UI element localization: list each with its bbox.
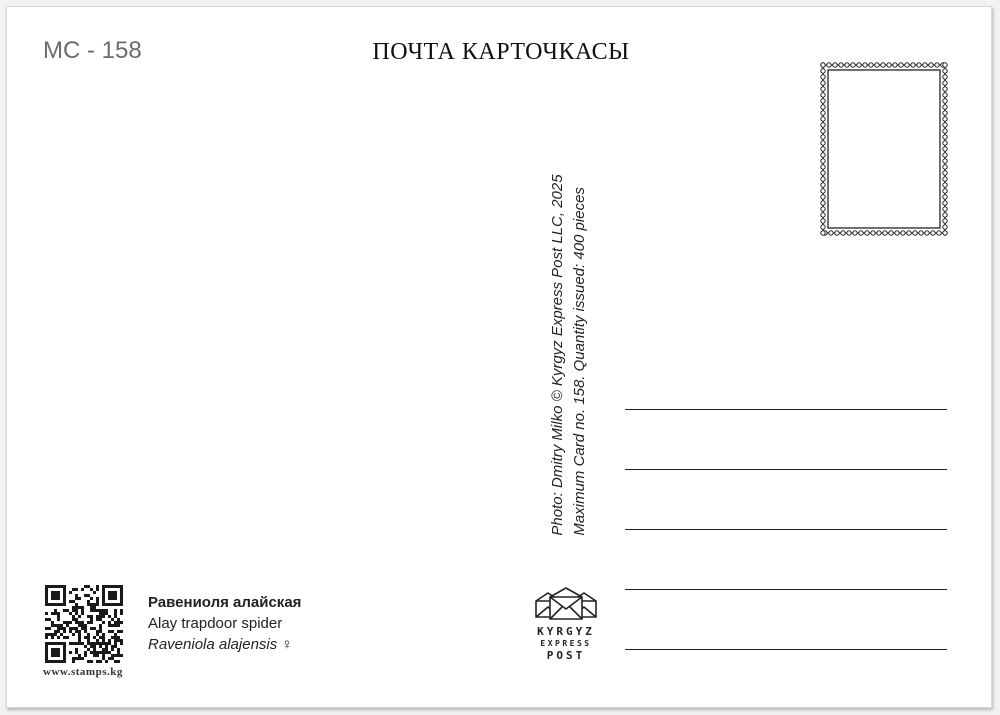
species-name-latin: Raveniola alajensis xyxy=(148,636,278,653)
address-line xyxy=(625,589,947,590)
address-line xyxy=(625,529,947,530)
issue-info: Maximum Card no. 158. Quantity issued: 400 pieces xyxy=(571,186,588,536)
card-code: MC - 158 xyxy=(43,37,142,64)
page-title: ПОЧТА КАРТОЧКАСЫ xyxy=(372,39,630,65)
photo-credit: Photo: Dmitry Milko © Kyrgyz Express Post LLC, 2025 xyxy=(549,173,566,536)
address-line xyxy=(625,469,947,470)
species-name-ru: Равениоля алайская xyxy=(148,594,302,611)
address-line xyxy=(625,409,947,410)
species-name-en: Alay trapdoor spider xyxy=(148,615,283,632)
credits-block xyxy=(544,152,594,557)
envelope-logo-icon xyxy=(532,587,600,621)
logo-line-2: EXPRESS xyxy=(540,639,592,648)
female-symbol-icon: ♀ xyxy=(281,636,293,653)
logo-line-3: POST xyxy=(546,649,586,662)
species-info xyxy=(148,592,301,655)
kyrgyz-express-post-logo xyxy=(531,587,601,662)
postcard xyxy=(6,6,992,708)
address-line xyxy=(625,649,947,650)
website-link: www.stamps.kg xyxy=(43,666,123,678)
logo-line-1: KYRGYZ xyxy=(537,625,595,638)
stamp-placeholder-icon xyxy=(819,61,949,242)
qr-code-icon xyxy=(45,585,123,668)
